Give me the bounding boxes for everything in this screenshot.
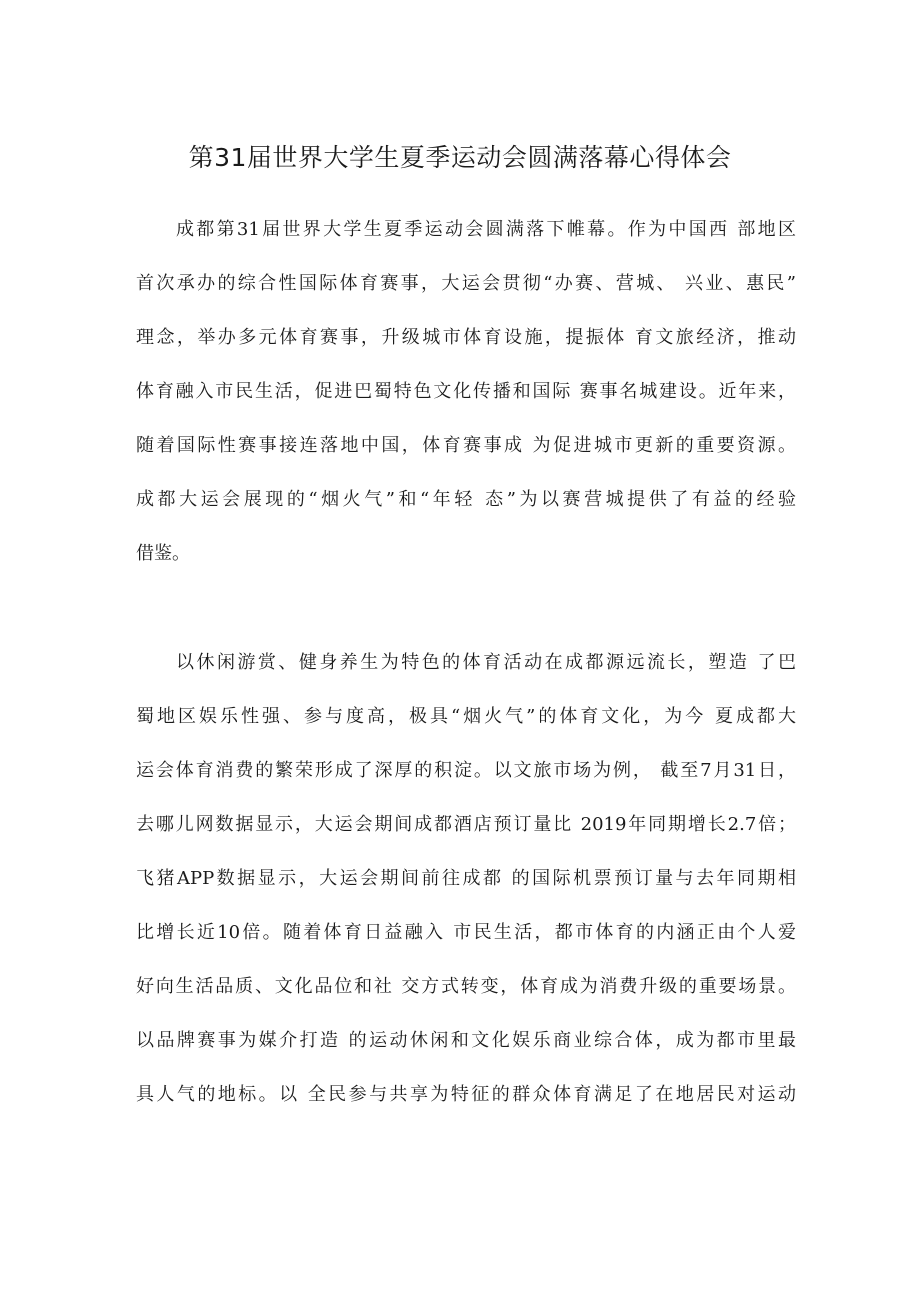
paragraph-line: 具人气的地标。以 全民参与共享为特征的群众体育满足了在地居民对运动	[136, 1084, 796, 1105]
paragraph-line: 去哪儿网数据显示，大运会期间成都酒店预订量比 2019年同期增长2.7倍；	[136, 814, 796, 835]
paragraph-line: 运会体育消费的繁荣形成了深厚的积淀。以文旅市场为例， 截至7月31日，	[136, 760, 796, 781]
paragraph-line: 蜀地区娱乐性强、参与度高，极具“烟火气”的体育文化，为今 夏成都大	[136, 706, 796, 727]
paragraph-line: 成都第31届世界大学生夏季运动会圆满落下帷幕。作为中国西 部地区	[176, 219, 796, 240]
paragraph-1	[136, 203, 796, 581]
paragraph-line: 借鉴。	[136, 543, 190, 564]
paragraph-line: 首次承办的综合性国际体育赛事，大运会贯彻“办赛、营城、 兴业、惠民”	[136, 273, 796, 294]
paragraph-line: 随着国际性赛事接连落地中国，体育赛事成 为促进城市更新的重要资源。	[136, 435, 796, 456]
paragraph-line: 以品牌赛事为媒介打造 的运动休闲和文化娱乐商业综合体，成为都市里最	[136, 1030, 796, 1051]
paragraph-line: 比增长近10倍。随着体育日益融入 市民生活，都市体育的内涵正由个人爱	[136, 922, 796, 943]
paragraph-line: 飞猪APP数据显示，大运会期间前往成都 的国际机票预订量与去年同期相	[136, 868, 796, 889]
paragraph-line: 成都大运会展现的“烟火气”和“年轻 态”为以赛营城提供了有益的经验	[136, 489, 796, 510]
paragraph-line: 好向生活品质、文化品位和社 交方式转变，体育成为消费升级的重要场景。	[136, 976, 796, 997]
paragraph-line: 理念，举办多元体育赛事，升级城市体育设施，提振体 育文旅经济，推动	[136, 327, 796, 348]
document-title: 第31届世界大学生夏季运动会圆满落幕心得体会	[188, 143, 732, 172]
paragraph-2	[136, 636, 796, 1122]
paragraph-line: 体育融入市民生活，促进巴蜀特色文化传播和国际 赛事名城建设。近年来，	[136, 381, 796, 402]
paragraph-line: 以休闲游赏、健身养生为特色的体育活动在成都源远流长，塑造 了巴	[176, 652, 796, 673]
